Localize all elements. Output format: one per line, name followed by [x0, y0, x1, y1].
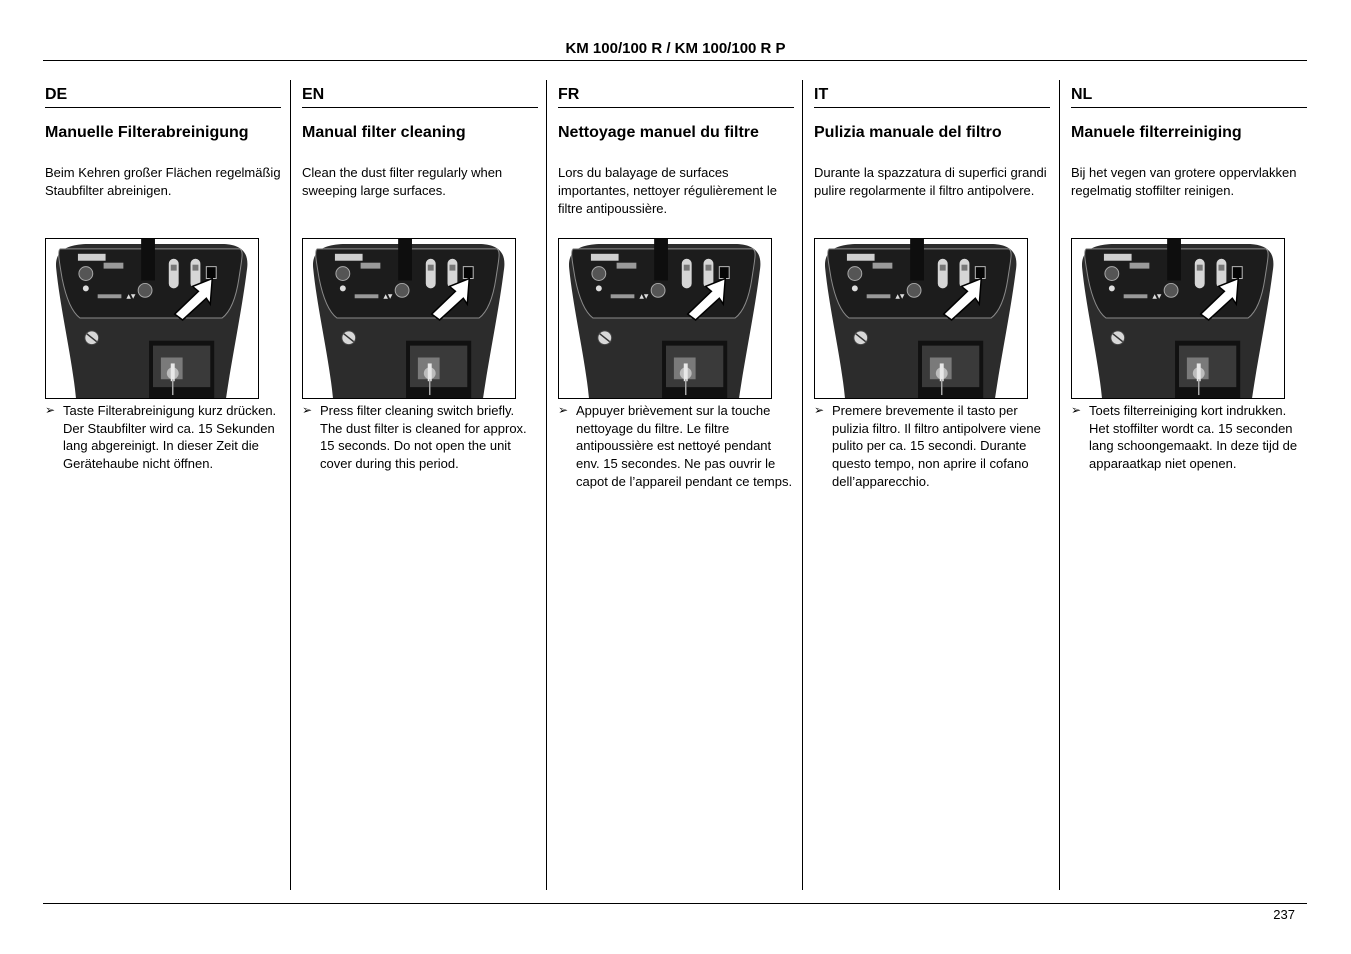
step-text: Appuyer brièvement sur la touche nettoyage du filtre. Le filtre antipoussière est nettoyé pendant env. 15 secondes. Ne pas ouvrir le capot de l’appareil pendant ce temps.	[576, 403, 793, 489]
column-fr	[558, 86, 794, 491]
section-title: Manual filter cleaning	[302, 124, 466, 141]
arrow-bullet-icon: ➢	[558, 403, 569, 417]
instruction-step	[558, 402, 794, 491]
arrow-bullet-icon: ➢	[814, 403, 825, 417]
footer-rule	[43, 903, 1307, 904]
column-separator	[1059, 80, 1060, 890]
arrow-bullet-icon: ➢	[45, 403, 56, 417]
step-text: Press filter cleaning switch briefly. The dust filter is cleaned for approx. 15 seconds. Do not open the unit cover during this period.	[320, 403, 527, 472]
language-code: EN	[302, 86, 538, 108]
instruction-step	[814, 402, 1050, 491]
machine-console-photo	[814, 238, 1028, 399]
column-en	[302, 86, 538, 473]
step-text: Taste Filterabreinigung kurz drücken. Der Staubfilter wird ca. 15 Sekunden lang abgereinigt. In dieser Zeit die Gerätehaube nicht öffnen.	[63, 403, 277, 472]
column-it	[814, 86, 1050, 491]
instruction-step	[1071, 402, 1307, 473]
language-code: IT	[814, 86, 1050, 108]
intro-text: Durante la spazzatura di superfici grandi pulire regolarmente il filtro antipolvere.	[814, 165, 1047, 198]
column-de	[45, 86, 281, 473]
column-separator	[290, 80, 291, 890]
document-title: KM 100/100 R / KM 100/100 R P	[565, 40, 786, 57]
instruction-step	[302, 402, 538, 473]
machine-console-photo	[45, 238, 259, 399]
intro-text: Bij het vegen van grotere oppervlakken regelmatig stoffilter reinigen.	[1071, 165, 1297, 198]
section-title: Nettoyage manuel du filtre	[558, 124, 759, 141]
column-separator	[546, 80, 547, 890]
section-title: Pulizia manuale del filtro	[814, 124, 1002, 141]
intro-text: Clean the dust filter regularly when sweeping large surfaces.	[302, 165, 503, 198]
page-number: 237	[1273, 907, 1295, 922]
header-rule	[43, 60, 1307, 61]
arrow-bullet-icon: ➢	[302, 403, 313, 417]
intro-text: Lors du balayage de surfaces importantes, nettoyer régulièrement le filtre antipoussière.	[558, 165, 777, 216]
column-separator	[802, 80, 803, 890]
instruction-step	[45, 402, 281, 473]
machine-console-photo	[558, 238, 772, 399]
language-code: DE	[45, 86, 281, 108]
column-nl	[1071, 86, 1307, 473]
language-code: NL	[1071, 86, 1307, 108]
intro-text: Beim Kehren großer Flächen regelmäßig Staubfilter abreinigen.	[45, 165, 281, 198]
section-title: Manuele filterreiniging	[1071, 124, 1242, 141]
machine-console-photo	[1071, 238, 1285, 399]
arrow-bullet-icon: ➢	[1071, 403, 1082, 417]
section-title: Manuelle Filterabreinigung	[45, 124, 249, 141]
step-text: Premere brevemente il tasto per pulizia filtro. Il filtro antipolvere viene pulito per ca. 15 secondi. Durante questo tempo, non aprire il cofano dell’apparecchio.	[832, 403, 1041, 489]
step-text: Toets filterreiniging kort indrukken. Het stoffilter wordt ca. 15 seconden lang schoongemaakt. In deze tijd de apparaatkap niet openen.	[1089, 403, 1298, 472]
machine-console-photo	[302, 238, 516, 399]
language-code: FR	[558, 86, 794, 108]
